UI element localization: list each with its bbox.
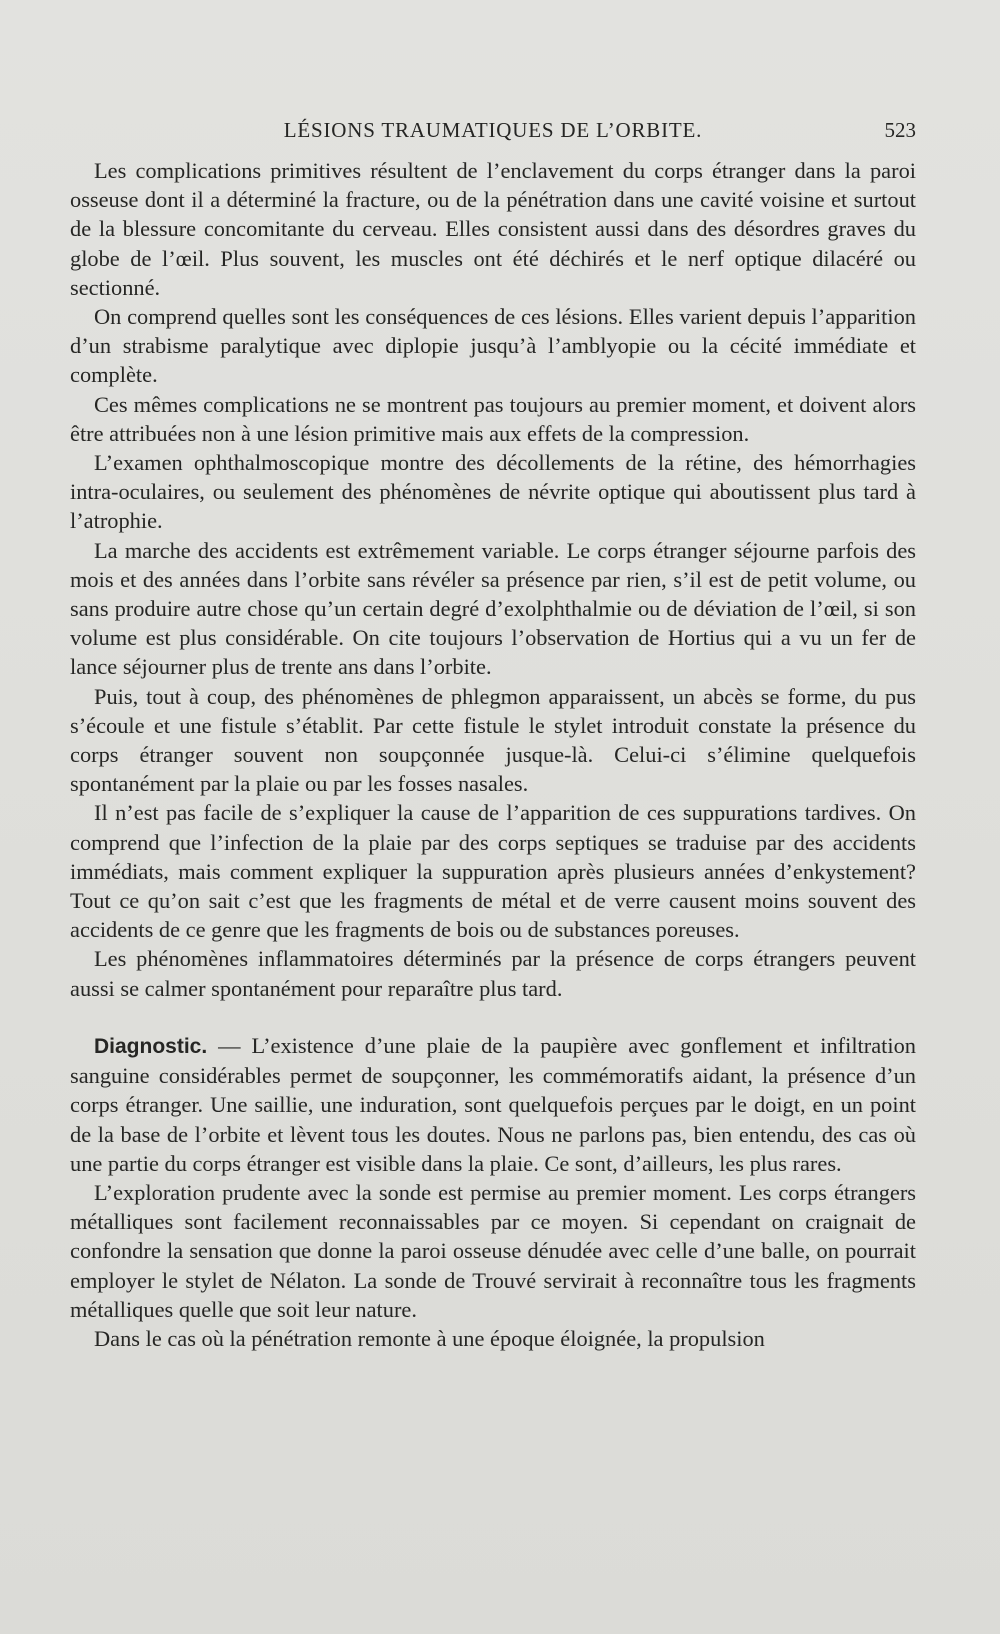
paragraph-examen-ophthalmoscopique: L’examen ophthalmoscopique montre des décollements de la rétine, des hémorrhagies intra-oculaires, ou seulement des phénomènes de névrite optique qui aboutissent plus tard à l’atrophie. xyxy=(70,450,916,534)
page-number: 523 xyxy=(884,118,916,142)
text-column xyxy=(70,156,916,1353)
paragraph-exploration-sonde: L’exploration prudente avec la sonde est permise au premier moment. Les corps étrangers métalliques sont facilement reconnaissables par ce moyen. Si cependant on craignait de confondre la sensation que donne la paroi osseuse dénudée avec celle d’une balle, on pourrait employer le stylet de Nélaton. La sonde de Trouvé servirait à reconnaître tous les fragments métalliques quelle que soit leur nature. xyxy=(70,1179,916,1322)
paragraph-suppurations-tardives: Il n’est pas facile de s’expliquer la cause de l’apparition de ces suppurations tardives. On comprend que l’infection de la plaie par des corps septiques se traduise par des accidents immédiats, mais comment expliquer la suppuration après plusieurs années d’enkystement? Tout ce qu’on sait c’est que les fragments de métal et de verre causent moins souvent des accidents de ce genre que les fragments de bois ou de substances poreuses. xyxy=(70,800,916,943)
diagnostic-text: — L’existence d’une plaie de la paupière avec gonflement et infiltration sanguine considérables permet de soupçonner, les commémoratifs aidant, la présence d’un corps étranger. Une saillie, une induration, sont quelquefois perçues par le doigt, en un point de la base de l’orbite et lèvent tous les doutes. Nous ne parlons pas, bien entendu, des cas où une partie du corps étranger est visible dans la plaie. Ce sont, d’ailleurs, les plus rares. xyxy=(70,1032,916,1176)
running-head xyxy=(70,118,916,148)
paragraph-compression: Ces mêmes complications ne se montrent pas toujours au premier moment, et doivent alors être attribuées non à une lésion primitive mais aux effets de la compression. xyxy=(70,391,916,446)
paragraph-marche-accidents: La marche des accidents est extrêmement variable. Le corps étranger séjourne parfois des mois et des années dans l’orbite sans révéler sa présence par rien, s’il est de petit volume, ou sans produire autre chose qu’un certain degré d’exolphthalmie ou de déviation de l’œil, si son volume est plus considérable. On cite toujours l’observation de Hortius qui a vu un fer de lance séjourner plus de trente ans dans l’orbite. xyxy=(70,537,916,680)
running-title: LÉSIONS TRAUMATIQUES DE L’ORBITE. xyxy=(283,118,703,142)
paragraph-phlegmon: Puis, tout à coup, des phénomènes de phlegmon apparaissent, un abcès se forme, du pus s’écoule et une fistule s’établit. Par cette fistule le stylet introduit constate la présence du corps étranger souvent non soupçonnée jusque-là. Celui-ci s’élimine quelquefois spontanément par la plaie ou par les fosses nasales. xyxy=(70,683,916,797)
paragraph-penetration-ancienne: Dans le cas où la pénétration remonte à une époque éloignée, la propulsion xyxy=(94,1325,765,1351)
section-heading-diagnostic: Diagnostic. xyxy=(94,1034,208,1058)
paragraph-consequences: On comprend quelles sont les conséquences de ces lésions. Elles varient depuis l’apparition d’un strabisme paralytique avec diplopie jusqu’à l’amblyopie ou la cécité immédiate et complète. xyxy=(70,304,916,388)
paragraph-complications-primitives: Les complications primitives résultent de l’enclavement du corps étranger dans la paroi osseuse dont il a déterminé la fracture, ou de la pénétration dans une cavité voisine et surtout de la blessure concomitante du cerveau. Elles consistent aussi dans des désordres graves du globe de l’œil. Plus souvent, les muscles ont été déchirés et le nerf optique dilacéré ou sectionné. xyxy=(70,158,916,300)
paragraph-phenomenes-inflammatoires: Les phénomènes inflammatoires déterminés par la présence de corps étrangers peuvent aussi se calmer spontanément pour reparaître plus tard. xyxy=(70,946,916,1001)
paragraph-diagnostic xyxy=(70,1031,916,1178)
